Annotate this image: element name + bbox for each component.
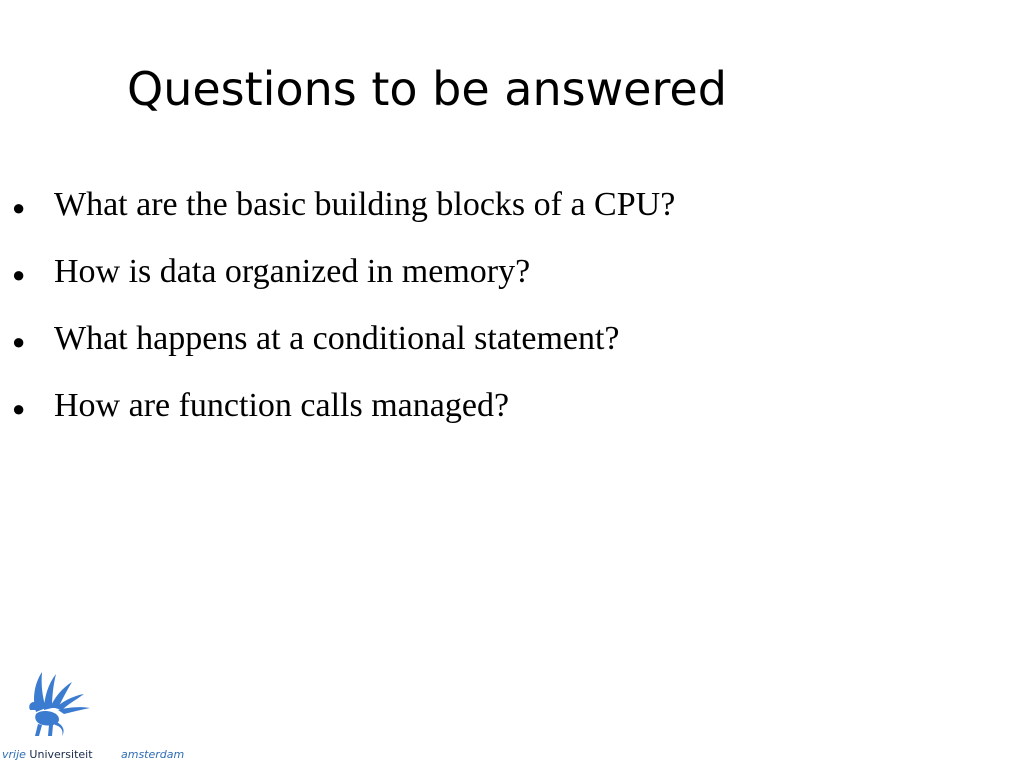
slide-title: Questions to be answered	[127, 62, 727, 116]
bullet-item	[12, 387, 675, 454]
bullet-text: What happens at a conditional statement?	[54, 320, 620, 357]
bullet-icon: ●	[12, 262, 26, 287]
bullet-text: What are the basic building blocks of a CPU?	[54, 186, 676, 223]
bullet-item	[12, 320, 675, 387]
bullet-icon: ●	[12, 195, 26, 220]
bullet-item	[12, 186, 675, 253]
bullet-item	[12, 253, 675, 320]
logo-amsterdam: amsterdam	[121, 748, 185, 761]
university-logo	[0, 662, 200, 767]
logo-vrije: vrije	[2, 748, 26, 761]
bullet-icon: ●	[12, 396, 26, 421]
bullet-list	[12, 186, 675, 454]
bullet-text: How are function calls managed?	[54, 387, 510, 424]
logo-wordmark	[2, 748, 93, 761]
logo-universiteit: Universiteit	[29, 748, 93, 761]
bullet-text: How is data organized in memory?	[54, 253, 531, 290]
griffin-logo-icon	[22, 666, 96, 740]
bullet-icon: ●	[12, 329, 26, 354]
